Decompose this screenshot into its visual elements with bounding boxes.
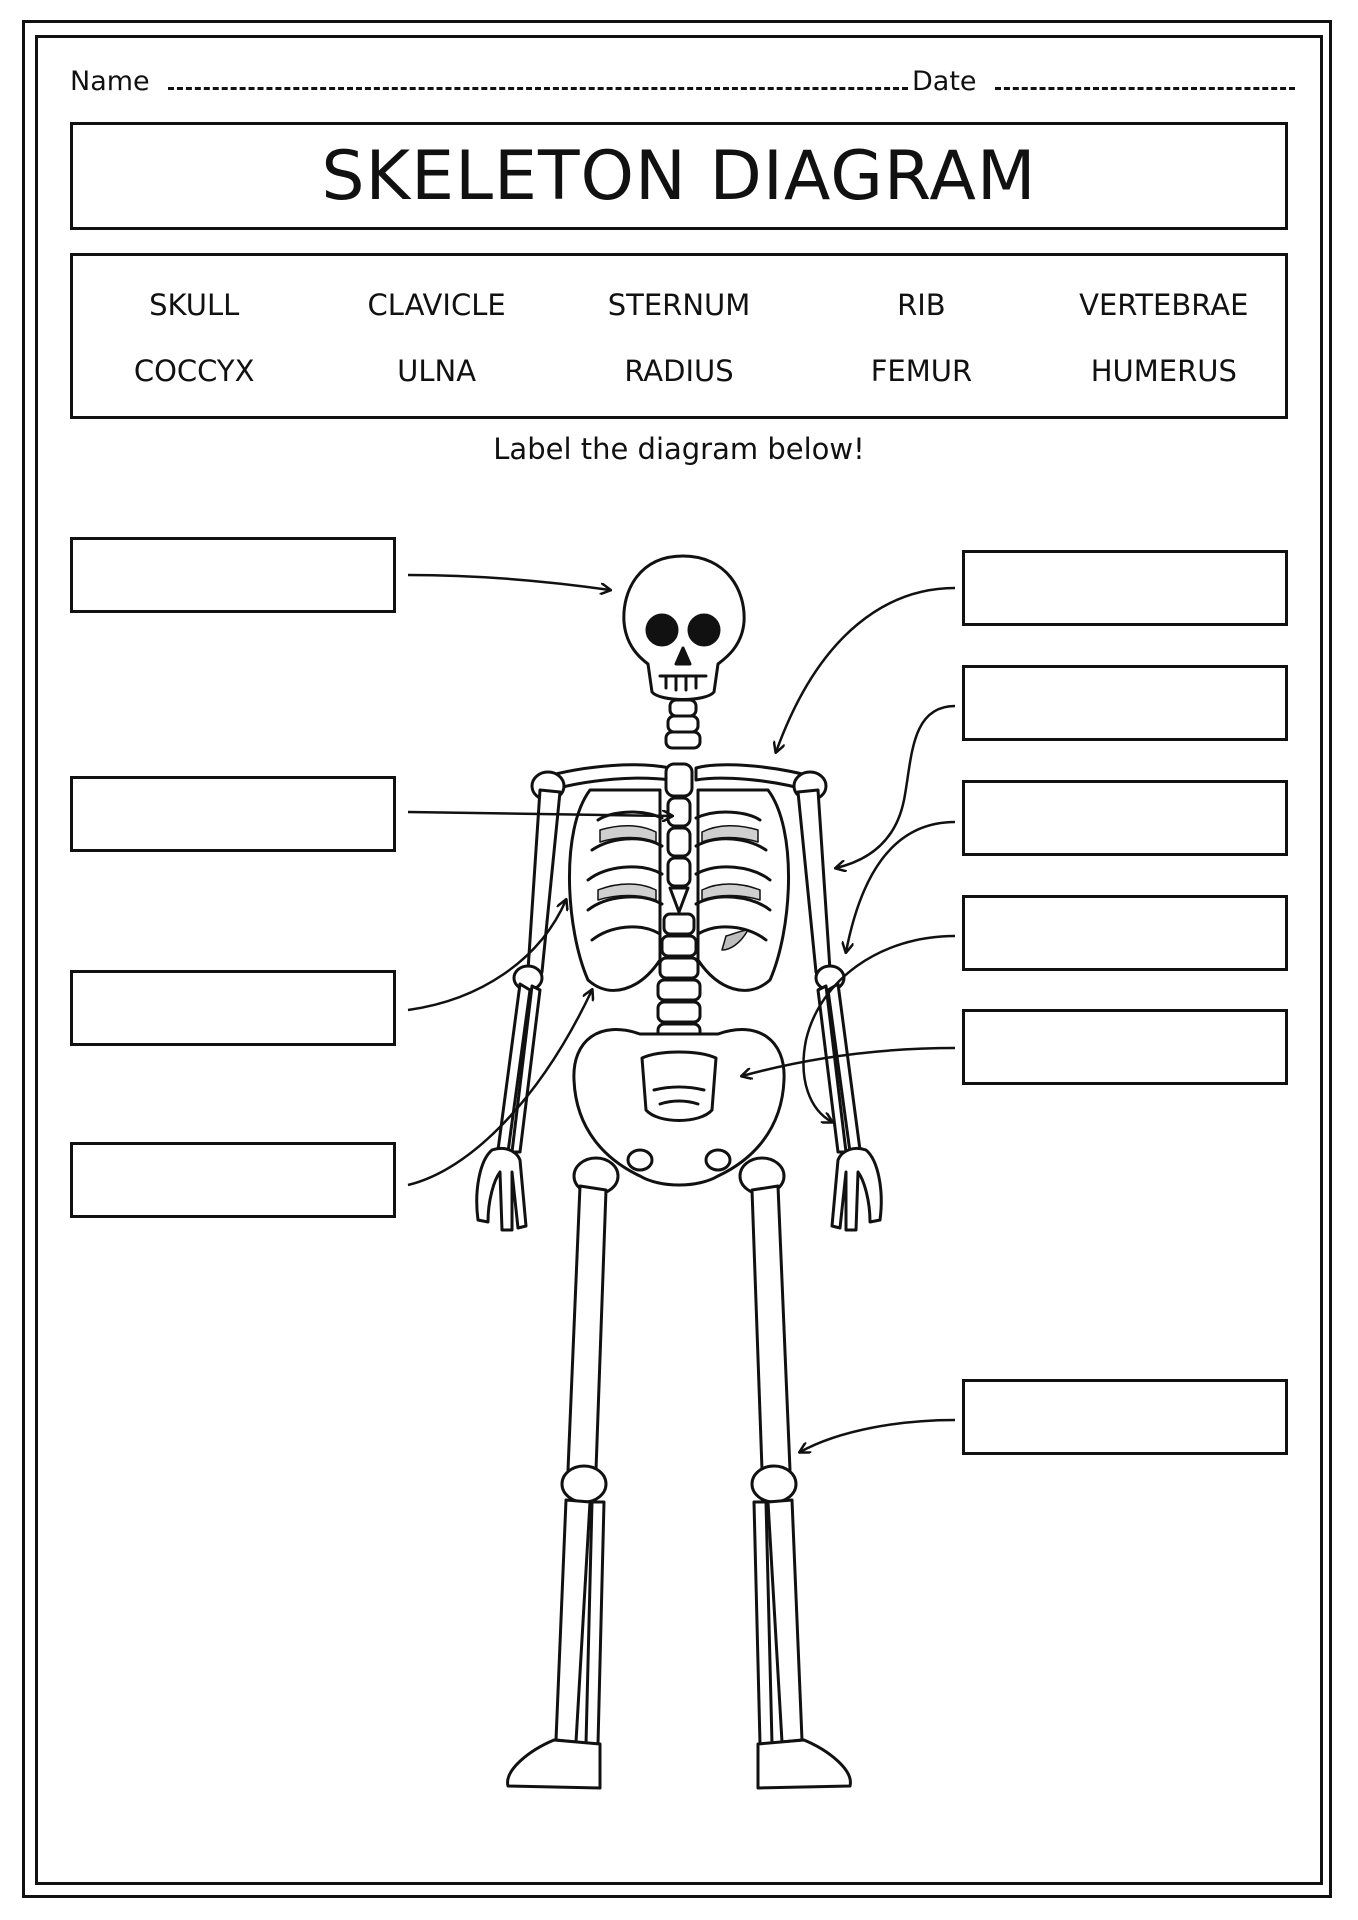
- instruction-text: Label the diagram below!: [493, 432, 865, 466]
- answer-box-8[interactable]: [962, 895, 1288, 971]
- word-bank-item: HUMERUS: [1090, 354, 1237, 388]
- word-bank-item: SKULL: [149, 288, 240, 322]
- word-bank-item: RIB: [897, 288, 946, 322]
- answer-box-9[interactable]: [962, 1009, 1288, 1085]
- spine-illustration: [658, 914, 700, 1044]
- answer-box-2[interactable]: [70, 776, 396, 852]
- left-arm-illustration: [477, 790, 560, 1230]
- arrow-right-6: [800, 1420, 955, 1452]
- name-label: Name: [70, 66, 150, 97]
- answer-box-5[interactable]: [962, 550, 1288, 626]
- word-bank-item: ULNA: [397, 354, 477, 388]
- word-bank-item: STERNUM: [607, 288, 751, 322]
- left-leg-illustration: [508, 1158, 618, 1788]
- sternum-illustration: [666, 764, 692, 912]
- answer-box-4[interactable]: [70, 1142, 396, 1218]
- page-title: SKELETON DIAGRAM: [321, 136, 1037, 216]
- word-bank-item: COCCYX: [133, 354, 255, 388]
- skull-illustration: [624, 556, 744, 700]
- answer-box-10[interactable]: [962, 1379, 1288, 1455]
- word-bank-item: RADIUS: [624, 354, 734, 388]
- answer-box-1[interactable]: [70, 537, 396, 613]
- answer-box-6[interactable]: [962, 665, 1288, 741]
- answer-box-7[interactable]: [962, 780, 1288, 856]
- word-bank-item: CLAVICLE: [367, 288, 506, 322]
- neck-illustration: [666, 700, 700, 748]
- arrow-right-1: [776, 588, 955, 752]
- arrow-right-3: [846, 822, 955, 952]
- arrow-skull: [408, 575, 610, 590]
- date-label: Date: [912, 66, 977, 97]
- answer-box-3[interactable]: [70, 970, 396, 1046]
- right-leg-illustration: [740, 1158, 850, 1788]
- word-bank-item: FEMUR: [870, 354, 973, 388]
- word-bank-item: VERTEBRAE: [1079, 288, 1249, 322]
